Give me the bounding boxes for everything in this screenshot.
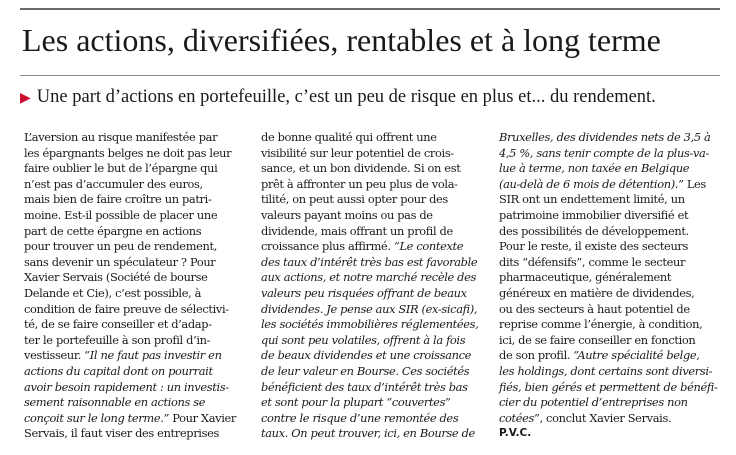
- text-line: [499, 411, 721, 427]
- quote-segment: “Autre spécialité belge,: [573, 348, 700, 363]
- quote-line: 4,5 %, sans tenir compte de la plus-va-: [499, 145, 709, 160]
- text-line: pour trouver un peu de rendement,: [24, 239, 218, 254]
- text-line: valeurs payant moins ou pas de: [261, 207, 433, 222]
- headline-rule: [20, 75, 720, 76]
- text-line: [261, 239, 483, 255]
- body-column-2: [261, 130, 483, 442]
- quote-line: taux. On peut trouver, ici, en Bourse de: [261, 426, 475, 441]
- text-line: tilité, on peut aussi opter pour des: [261, 192, 448, 207]
- text-line: SIR ont un endettement limité, un: [499, 192, 685, 207]
- text-line: n’est pas d’accumuler des euros,: [24, 176, 203, 191]
- text-line: des possibilités de développement.: [499, 223, 689, 238]
- text-line: pharmaceutique, généralement: [499, 270, 672, 285]
- quote-line: contre le risque d’une remontée des: [261, 410, 459, 425]
- text-segment: , conclut Xavier Servais.: [539, 410, 672, 425]
- text-line: sans devenir un spéculateur ? Pour: [24, 254, 216, 269]
- quote-line: valeurs peu risquées offrant de beaux: [261, 285, 467, 300]
- quote-line: les holdings, dont certains sont diversi-: [499, 363, 713, 378]
- quote-line: de leur valeur en Bourse. Ces sociétés: [261, 363, 470, 378]
- text-line: [24, 348, 246, 364]
- text-line: reprise comme l’énergie, à condition,: [499, 317, 703, 332]
- top-rule: [20, 8, 720, 10]
- text-segment: croissance plus affirmé.: [261, 239, 391, 254]
- text-line: moine. Est-il possible de placer une: [24, 207, 218, 222]
- quote-segment: cotées”: [499, 410, 540, 425]
- quote-line: des taux d’intérêt très bas est favorable: [261, 254, 478, 269]
- text-segment: de son profil.: [499, 348, 571, 363]
- quote-segment: “Le contexte: [393, 239, 464, 254]
- article-body: [24, 130, 724, 450]
- text-line: Servais, il faut viser des entreprises: [24, 426, 219, 441]
- subhead-text: Une part d’actions en portefeuille, c’est un peu de risque en plus et... du rendement.: [36, 87, 656, 107]
- quote-line: sement raisonnable en actions se: [24, 395, 206, 410]
- quote-line: dividendes. Je pense aux SIR (ex-sicafi),: [261, 301, 478, 316]
- text-segment: Pour Xavier: [168, 410, 236, 425]
- text-line: [499, 348, 721, 364]
- text-line: part de cette épargne en actions: [24, 223, 202, 238]
- quote-line: Bruxelles, des dividendes nets de 3,5 à: [499, 130, 711, 144]
- triangle-marker-icon: ▶: [20, 91, 31, 106]
- text-line: [499, 177, 721, 193]
- body-column-3: [499, 130, 721, 442]
- quote-segment: “Il ne faut pas investir en: [84, 348, 222, 363]
- quote-line: lue à terme, non taxée en Belgique: [499, 161, 690, 176]
- text-line: généreux en matière de dividendes,: [499, 285, 695, 300]
- quote-line: fiés, bien gérés et permettent de bénéfi-: [499, 379, 718, 394]
- quote-line: avoir besoin rapidement : un investis-: [24, 379, 229, 394]
- text-line: condition de faire preuve de sélectivi-: [24, 301, 229, 316]
- quote-line: bénéficient des taux d’intérêt très bas: [261, 379, 468, 394]
- text-line: [24, 411, 246, 427]
- text-line: Xavier Servais (Société de bourse: [24, 270, 208, 285]
- text-line: les épargnants belges ne doit pas leur: [24, 145, 232, 160]
- text-line: visibilité sur leur potentiel de crois-: [261, 145, 454, 160]
- body-column-1: [24, 130, 246, 442]
- text-line: prêt à affronter un peu plus de vola-: [261, 176, 458, 191]
- text-line: Delande et Cie), c’est possible, à: [24, 285, 202, 300]
- text-line: sance, et un bon dividende. Si on est: [261, 161, 461, 176]
- text-line: L’aversion au risque manifestée par: [24, 130, 218, 144]
- text-line: faire oublier le but de l’épargne qui: [24, 161, 218, 176]
- quote-line: actions du capital dont on pourrait: [24, 363, 213, 378]
- text-line: de bonne qualité qui offrent une: [261, 130, 437, 144]
- quote-line: de beaux dividendes et une croissance: [261, 348, 472, 363]
- text-segment: Les: [683, 176, 706, 191]
- text-line: dividende, mais offrant un profil de: [261, 223, 453, 238]
- text-line: té, de se faire conseiller et d’adap-: [24, 317, 212, 332]
- text-segment: vestisseur.: [24, 348, 81, 363]
- quote-line: et sont pour la plupart “couvertes”: [261, 395, 451, 410]
- text-line: Pour le reste, il existe des secteurs: [499, 239, 689, 254]
- quote-segment: (au-delà de 6 mois de détention).”: [499, 176, 684, 191]
- article-headline: Les actions, diversifiées, rentables et à long terme: [22, 22, 661, 58]
- quote-line: qui sont peu volatiles, offrent à la fois: [261, 332, 466, 347]
- text-line: dits “défensifs”, comme le secteur: [499, 254, 686, 269]
- text-line: ou des secteurs à haut potentiel de: [499, 301, 690, 316]
- quote-line: les sociétés immobilières réglementées,: [261, 317, 479, 332]
- author-signature: P.V.C.: [499, 427, 532, 440]
- article-subhead: [20, 86, 720, 110]
- text-line: mais bien de faire croître un patri-: [24, 192, 212, 207]
- text-line: ici, de se faire conseiller en fonction: [499, 332, 696, 347]
- quote-segment: conçoit sur le long terme.”: [24, 410, 169, 425]
- text-line: patrimoine immobilier diversifié et: [499, 207, 689, 222]
- text-line: ter le portefeuille à son profil d’in-: [24, 332, 211, 347]
- quote-line: aux actions, et notre marché recèle des: [261, 270, 477, 285]
- quote-line: cier du potentiel d’entreprises non: [499, 395, 688, 410]
